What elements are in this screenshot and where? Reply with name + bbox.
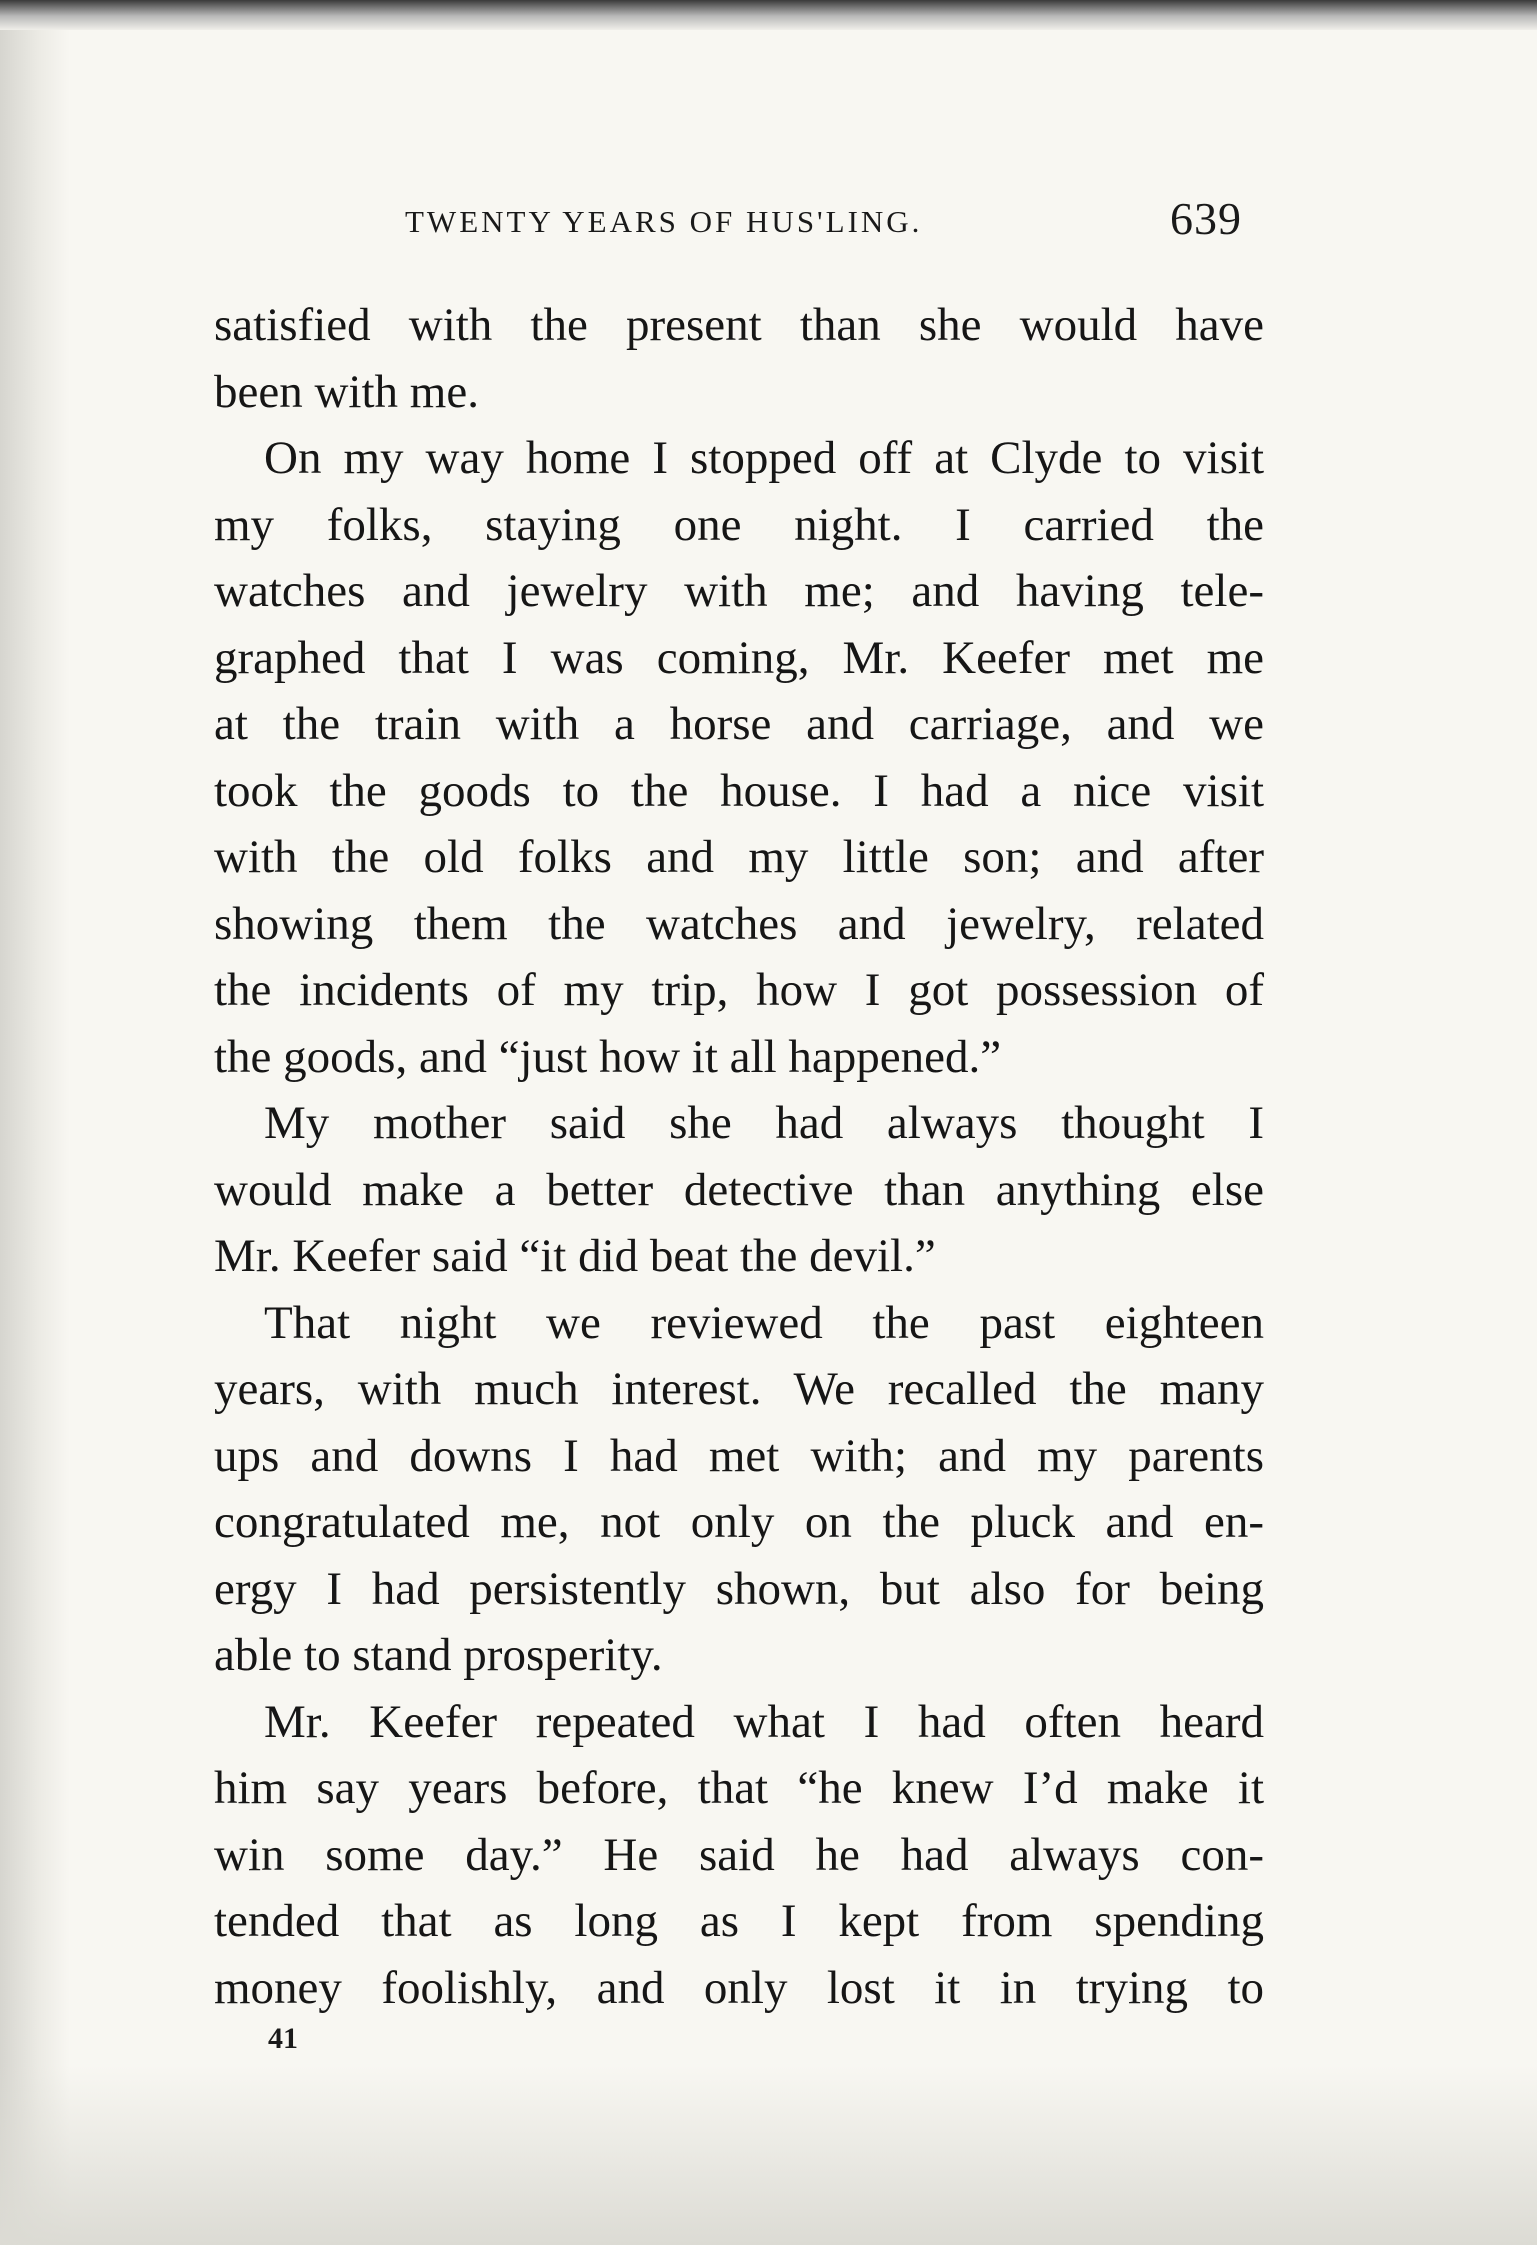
- text-line: the incidents of my trip, how I got possession of: [214, 964, 1264, 1016]
- text-line: the goods, and “just how it all happened.”: [214, 1030, 1002, 1083]
- text-line: would make a better detective than anything else: [214, 1163, 1264, 1216]
- text-line: Mr. Keefer said “it did beat the devil.”: [214, 1230, 936, 1282]
- page-number: 639: [1170, 193, 1242, 244]
- text-line: tended that as long as I kept from spending: [214, 1895, 1264, 1947]
- text-line: years, with much interest. We recalled the many: [214, 1363, 1264, 1415]
- signature-mark: 41: [268, 2022, 298, 2055]
- text-line: him say years before, that “he knew I’d make it: [214, 1762, 1264, 1814]
- text-line: money foolishly, and only lost it in trying to: [214, 1961, 1264, 2014]
- text-line: My mother said she had always thought I: [264, 1097, 1264, 1149]
- scan-left-gutter: [0, 30, 70, 2245]
- scan-bottom-shadow: [0, 2065, 1537, 2245]
- text-line: graphed that I was coming, Mr. Keefer met me: [214, 631, 1264, 684]
- running-head: TWENTY YEARS OF HUS'LING.: [405, 204, 923, 239]
- text-line: showing them the watches and jewelry, related: [214, 897, 1264, 950]
- text-line: On my way home I stopped off at Clyde to visit: [264, 432, 1264, 484]
- body-text: [214, 292, 1264, 2021]
- text-line: with the old folks and my little son; and after: [214, 831, 1264, 883]
- text-line: Mr. Keefer repeated what I had often heard: [264, 1695, 1264, 1748]
- text-line: been with me.: [214, 365, 479, 418]
- text-line: able to stand prosperity.: [214, 1629, 663, 1681]
- text-line: took the goods to the house. I had a nice visit: [214, 764, 1264, 817]
- text-line: watches and jewelry with me; and having tele-: [214, 565, 1264, 617]
- text-line: ergy I had persistently shown, but also for being: [214, 1562, 1264, 1615]
- text-line: my folks, staying one night. I carried the: [214, 498, 1264, 551]
- text-line: ups and downs I had met with; and my parents: [214, 1429, 1264, 1482]
- text-line: at the train with a horse and carriage, and we: [214, 698, 1264, 750]
- text-line: congratulated me, not only on the pluck and en-: [214, 1496, 1264, 1548]
- scan-top-edge: [0, 0, 1537, 30]
- text-line: That night we reviewed the past eighteen: [264, 1296, 1264, 1349]
- text-line: win some day.” He said he had always con-: [214, 1828, 1264, 1881]
- text-line: satisfied with the present than she would have: [214, 299, 1264, 351]
